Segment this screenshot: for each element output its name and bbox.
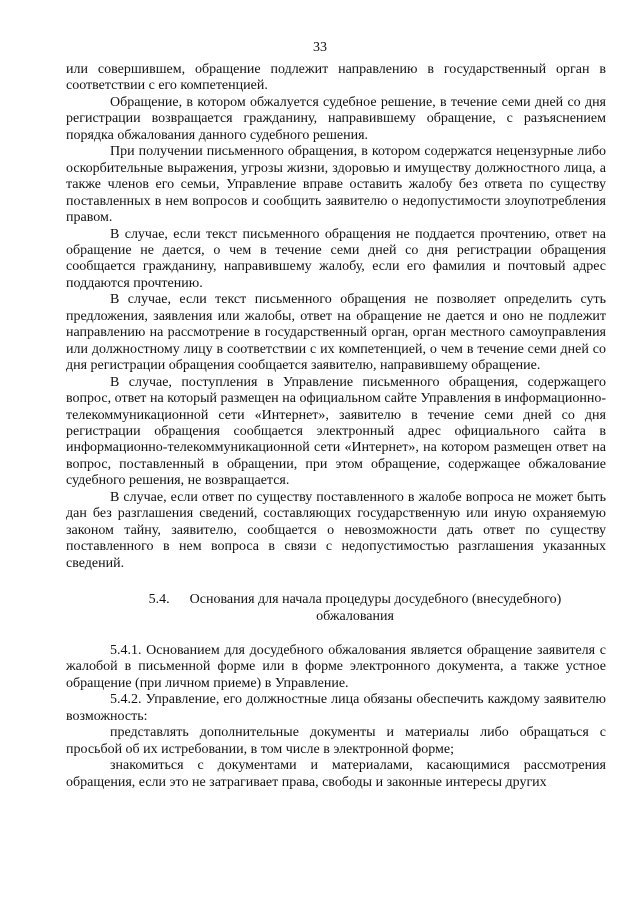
section-title: Основания для начала процедуры досудебного (внесудебного) обжалования (189, 592, 562, 624)
section-number: 5.4. (148, 592, 170, 608)
section-heading (66, 592, 606, 625)
paragraph: В случае, поступления в Управление письменного обращения, содержащего вопрос, ответ на который размещен на официальном сайте Управления в информационно-телекоммуникационной сети «Интернет», заявителю в течение семи дней со дня регистрации обращения сообщается электронный адрес официального сайта в информационно-телекоммуникационной сети «Интернет», на котором размещен ответ на вопрос, поставленный в обращении, при этом обращение, содержащее обжалование судебного решения, не возвращается. (66, 374, 606, 489)
paragraph: знакомиться с документами и материалами, касающимися рассмотрения обращения, если это не затрагивает права, свободы и законные интересы других (66, 758, 606, 790)
paragraph: При получении письменного обращения, в котором содержатся нецензурные либо оскорбительные выражения, угрозы жизни, здоровью и имуществу должностного лица, а также членов его семьи, Управление вправе оставить жалобу без ответа по существу поставленных в нем вопросов и сообщить заявителю о недопустимости злоупотребления правом. (66, 144, 606, 226)
paragraph: В случае, если ответ по существу поставленного в жалобе вопроса не может быть дан без разглашения сведений, составляющих государственную или иную охраняемую законом тайну, заявителю, сообщается о невозможности дать ответ по существу поставленного в нем вопроса в связи с недопустимостью разглашения указанных сведений. (66, 489, 606, 571)
paragraph: 5.4.2. Управление, его должностные лица обязаны обеспечить каждому заявителю возможность: (66, 692, 606, 724)
paragraph: или совершившем, обращение подлежит направлению в государственный орган в соответствии с его компетенцией. (66, 62, 606, 94)
paragraph: 5.4.1. Основанием для досудебного обжалования является обращение заявителя с жалобой в письменной форме или в форме электронного документа, а также устное обращение (при личном приеме) в Управление. (66, 642, 606, 691)
paragraph: В случае, если текст письменного обращения не позволяет определить суть предложения, заявления или жалобы, ответ на обращение не дается и оно не подлежит направлению на рассмотрение в государственный орган, орган местного самоуправления или должностному лицу в соответствии с их компетенцией, о чем в течение семи дней со дня регистрации обращения сообщается заявителю, направившему обращение. (66, 292, 606, 374)
paragraph: Обращение, в котором обжалуется судебное решение, в течение семи дней со дня регистрации возвращается гражданину, направившему обращение, с разъяснением порядка обжалования данного судебного решения. (66, 94, 606, 143)
page-number: 33 (313, 40, 327, 55)
document-body (66, 62, 606, 791)
paragraph: представлять дополнительные документы и материалы либо обращаться с просьбой об их истребовании, в том числе в электронной форме; (66, 725, 606, 757)
paragraph: В случае, если текст письменного обращения не поддается прочтению, ответ на обращение не дается, о чем в течение семи дней со дня регистрации обращения сообщается гражданину, направившему жалобу, если его фамилия и почтовый адрес поддаются прочтению. (66, 226, 606, 291)
